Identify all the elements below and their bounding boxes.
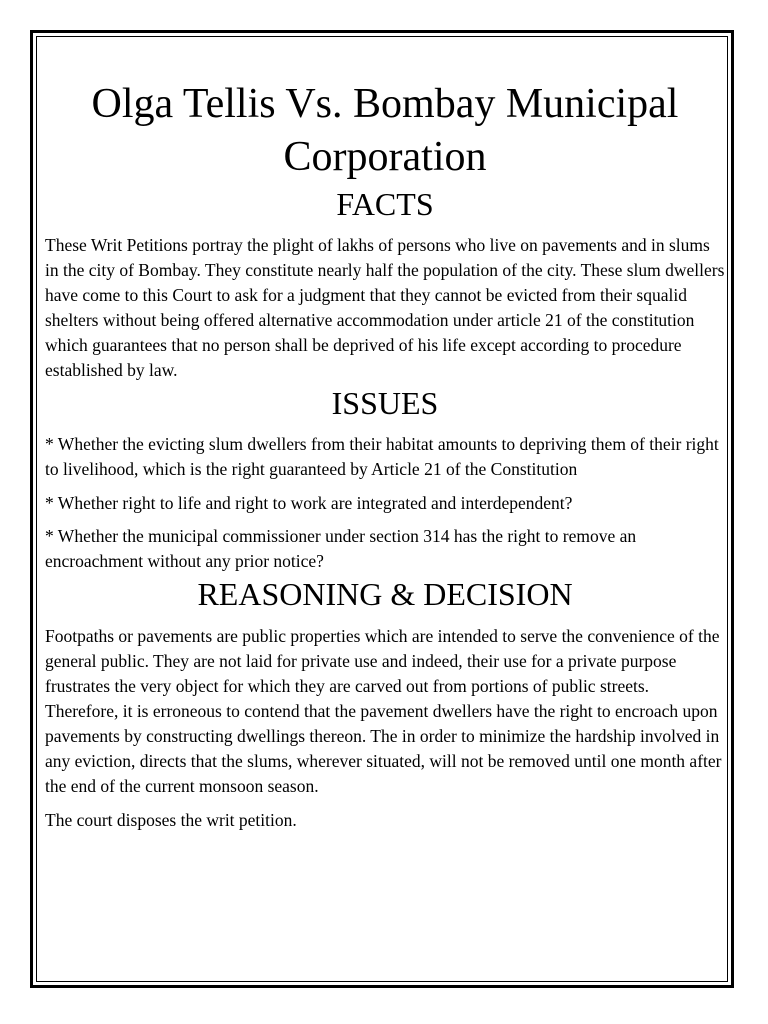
facts-heading: FACTS [336,186,434,222]
issue-item: * Whether the evicting slum dwellers from their habitat amounts to depriving them of their right to livelihood, which is the right guaranteed by Article 21 of the Constitution [45,434,719,479]
facts-paragraph: These Writ Petitions portray the plight of lakhs of persons who live on pavements and in slums in the city of Bombay. They constitute nearly half the population of the city. These slum dwellers have come to this Court to ask for a judgment that they cannot be evicted from their squalid shelters without being offered alternative accommodation under article 21 of the constitution which guarantees that no person shall be deprived of his life except according to procedure established by law. [45,235,725,380]
issue-item: * Whether the municipal commissioner under section 314 has the right to remove an encroachment without any prior notice? [45,526,637,571]
issue-item: * Whether right to life and right to work are integrated and interdependent? [45,493,573,513]
issues-heading: ISSUES [331,385,439,421]
reasoning-paragraph: Footpaths or pavements are public properties which are intended to serve the convenience of the general public. They are not laid for private use and indeed, their use for a private purpose frustrates the very object for which they are carved out from portions of public streets. Therefore, it is erroneous to contend that the pavement dwellers have the right to encroach upon pavements by constructing dwellings thereon. The in order to minimize the hardship involved in any eviction, directs that the slums, wherever situated, will not be removed until one month after the end of the current monsoon season. [45,626,722,796]
document-title: Olga Tellis Vs. Bombay Municipal Corporation [91,81,679,180]
reasoning-heading: REASONING & DECISION [197,576,573,612]
document-body [45,78,725,833]
conclusion-paragraph: The court disposes the writ petition. [45,810,297,830]
